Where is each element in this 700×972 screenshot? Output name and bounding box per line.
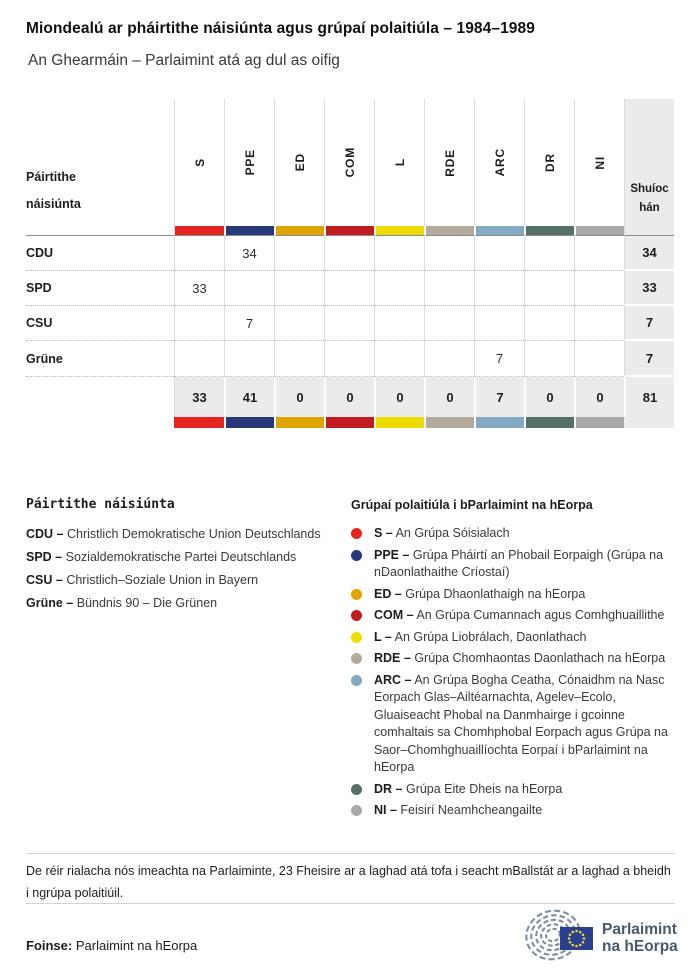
- seat-count-cell: [524, 236, 574, 271]
- group-name: An Grúpa Bogha Ceatha, Cónaidhm na Nasc Eorpach Glas–Ailtéarnachta, Agelev–Ecolo, Gluaiseacht Phobal na Danmhairge i gcoinne comhaltais sa Chomhphobal Eorpach agus Grúpa na Saor–Chomhghuaillíochta Eorpaí i bParlaimint na hEorpa: [374, 672, 668, 774]
- row-axis-header-line1: Páirtithe: [26, 170, 77, 184]
- page-title: Miondealú ar pháirtithe náisiúnta agus grúpaí polaitiúla – 1984–1989: [26, 20, 535, 37]
- group-color-bar: [174, 226, 224, 236]
- column-header-label: L: [392, 158, 407, 167]
- group-text: [374, 650, 665, 668]
- column-header-l: [374, 99, 424, 226]
- legend-item: [351, 650, 675, 668]
- group-text: [374, 672, 675, 777]
- group-color-dot: [351, 805, 362, 816]
- party-label: SPD: [26, 271, 174, 306]
- seat-count-cell: [324, 271, 374, 306]
- divider: [26, 903, 675, 904]
- group-name: Grúpa Dhaonlathaigh na hEorpa: [405, 586, 586, 601]
- seat-count-cell: [224, 341, 274, 377]
- column-header-ni: [574, 99, 624, 226]
- totals-row-spacer: [26, 377, 174, 417]
- group-color-bar: [174, 417, 224, 428]
- group-name: An Grúpa Liobrálach, Daonlathach: [394, 629, 587, 644]
- seat-count-cell: [374, 341, 424, 377]
- column-total-cell: 33: [174, 377, 224, 417]
- seat-count-cell: 33: [174, 271, 224, 306]
- color-bar-seats-spacer: [624, 226, 674, 236]
- column-header-label: DR: [542, 153, 557, 172]
- group-name: Grúpa Eite Dheis na hEorpa: [405, 781, 563, 796]
- seat-count-cell: [374, 271, 424, 306]
- seat-count-cell: [424, 236, 474, 271]
- seat-count-cell: [324, 306, 374, 341]
- source-value: Parlaimint na hEorpa: [75, 938, 198, 953]
- group-text: [374, 586, 585, 604]
- group-color-bar: [424, 226, 474, 236]
- group-color-bar: [574, 226, 624, 236]
- legend-item: [26, 550, 351, 564]
- color-bar-spacer: [26, 226, 174, 236]
- legend-item: [351, 672, 675, 777]
- eu-flag-icon: [560, 927, 593, 950]
- legend-item: [351, 586, 675, 604]
- group-color-bar: [424, 417, 474, 428]
- seat-count-cell: 7: [474, 341, 524, 377]
- seat-count-cell: [424, 271, 474, 306]
- logo-text-line1: Parlaimint: [602, 921, 677, 938]
- group-name: Grúpa Chomhaontas Daonlathach na hEorpa: [414, 651, 666, 665]
- group-color-bar: [374, 417, 424, 428]
- party-label: CSU: [26, 306, 174, 341]
- row-total-cell: 7: [624, 306, 674, 341]
- group-color-dot: [351, 632, 362, 643]
- group-text: [374, 525, 510, 543]
- color-bar-seats-spacer: [624, 417, 674, 428]
- party-code: Grüne –: [26, 596, 74, 610]
- legend-item: [351, 802, 675, 820]
- group-text: [374, 802, 542, 820]
- group-code: ED –: [374, 586, 402, 601]
- legend-section: [26, 497, 675, 824]
- group-color-dot: [351, 610, 362, 621]
- seat-count-cell: [374, 306, 424, 341]
- seat-count-cell: [574, 271, 624, 306]
- group-text: [374, 607, 664, 625]
- row-axis-header: [26, 99, 174, 226]
- column-header-label: S: [192, 158, 207, 167]
- row-total-cell: 33: [624, 271, 674, 306]
- european-parliament-logo: [523, 906, 678, 964]
- group-color-bar: [224, 226, 274, 236]
- column-header-arc: [474, 99, 524, 226]
- column-header-label: NI: [592, 155, 607, 170]
- political-groups-legend-title: Grúpaí polaitiúla i bParlaimint na hEorpa: [351, 498, 593, 512]
- seat-count-cell: [324, 236, 374, 271]
- page-subtitle: An Ghearmáin – Parlaimint atá ag dul as oifig: [28, 52, 340, 69]
- party-code: CDU –: [26, 527, 64, 541]
- group-color-bar: [274, 226, 324, 236]
- column-header-label: PPE: [242, 149, 257, 176]
- seats-table: [26, 99, 674, 428]
- group-color-bar: [374, 226, 424, 236]
- seat-count-cell: [274, 341, 324, 377]
- political-groups-legend: [351, 497, 675, 824]
- column-total-cell: 0: [574, 377, 624, 417]
- seat-count-cell: [174, 341, 224, 377]
- seat-count-cell: [174, 306, 224, 341]
- column-header-dr: [524, 99, 574, 226]
- seat-count-cell: 7: [224, 306, 274, 341]
- legend-item: [26, 596, 351, 610]
- party-name: Christlich–Soziale Union in Bayern: [66, 573, 259, 587]
- group-color-bar: [224, 417, 274, 428]
- legend-item: [26, 573, 351, 587]
- seat-count-cell: [574, 236, 624, 271]
- party-name: Sozialdemokratische Partei Deutschlands: [65, 550, 297, 564]
- group-color-dot: [351, 653, 362, 664]
- group-color-bar: [574, 417, 624, 428]
- group-color-dot: [351, 589, 362, 600]
- legend-item: [351, 781, 675, 799]
- group-color-dot: [351, 550, 362, 561]
- party-label: Grüne: [26, 341, 174, 377]
- group-code: NI –: [374, 803, 397, 817]
- seat-count-cell: [524, 271, 574, 306]
- seat-count-cell: [474, 306, 524, 341]
- row-total-cell: 34: [624, 236, 674, 271]
- legend-item: [351, 629, 675, 647]
- column-header-s: [174, 99, 224, 226]
- group-code: COM –: [374, 608, 414, 622]
- column-header-label: ED: [292, 153, 307, 172]
- group-color-dot: [351, 784, 362, 795]
- row-axis-header-line2: náisiúnta: [26, 197, 81, 211]
- seat-count-cell: [524, 306, 574, 341]
- column-header-label: ARC: [492, 148, 507, 177]
- logo-wordmark: [602, 921, 678, 955]
- seat-count-cell: [474, 271, 524, 306]
- column-header-ppe: [224, 99, 274, 226]
- group-color-dot: [351, 675, 362, 686]
- seat-count-cell: [424, 341, 474, 377]
- seat-count-cell: 34: [224, 236, 274, 271]
- seat-count-cell: [474, 236, 524, 271]
- party-code: SPD –: [26, 550, 63, 564]
- group-code: ARC –: [374, 672, 412, 687]
- group-name: Grúpa Pháirtí an Phobail Eorpaigh (Grúpa na nDaonlathaithe Críostaí): [374, 547, 664, 579]
- legend-item: [351, 547, 675, 582]
- divider: [26, 853, 675, 854]
- party-code: CSU –: [26, 573, 63, 587]
- seat-count-cell: [224, 271, 274, 306]
- row-total-cell: 7: [624, 341, 674, 377]
- group-text: [374, 781, 562, 799]
- seat-count-cell: [274, 236, 324, 271]
- national-parties-legend-title: Páirtithe náisiúnta: [26, 497, 175, 512]
- group-color-bar: [524, 417, 574, 428]
- party-name: Christlich Demokratische Union Deutschlands: [67, 527, 321, 541]
- seats-column-header: Shuíochán: [624, 99, 674, 226]
- column-total-cell: 0: [274, 377, 324, 417]
- column-total-cell: 0: [324, 377, 374, 417]
- seat-count-cell: [524, 341, 574, 377]
- group-name: An Grúpa Cumannach agus Comhghuaillithe: [416, 608, 665, 622]
- group-code: DR –: [374, 781, 403, 796]
- group-color-bar: [324, 417, 374, 428]
- column-total-cell: 7: [474, 377, 524, 417]
- seat-count-cell: [174, 236, 224, 271]
- seat-count-cell: [574, 306, 624, 341]
- source-line: [26, 938, 197, 953]
- group-color-dot: [351, 528, 362, 539]
- column-total-cell: 0: [374, 377, 424, 417]
- source-label: Foinse:: [26, 938, 73, 953]
- group-code: S –: [374, 526, 393, 540]
- seat-count-cell: [424, 306, 474, 341]
- procedural-note: De réir rialacha nós imeachta na Parlaiminte, 23 Fheisire ar a laghad atá tofa i seacht mBallstát ar a laghad a bheidh i ngrúpa polaitiúil.: [26, 864, 671, 900]
- seat-count-cell: [274, 271, 324, 306]
- group-text: [374, 547, 675, 582]
- group-color-bar: [524, 226, 574, 236]
- group-code: PPE –: [374, 547, 410, 562]
- group-text: [374, 629, 586, 647]
- column-total-cell: 41: [224, 377, 274, 417]
- group-color-bar: [474, 226, 524, 236]
- group-code: L –: [374, 629, 392, 644]
- group-name: An Grúpa Sóisialach: [395, 526, 510, 540]
- national-parties-legend: [26, 497, 351, 824]
- column-total-cell: 0: [424, 377, 474, 417]
- grand-total-cell: 81: [624, 377, 674, 417]
- group-code: RDE –: [374, 651, 411, 665]
- seat-count-cell: [274, 306, 324, 341]
- column-total-cell: 0: [524, 377, 574, 417]
- column-header-com: [324, 99, 374, 226]
- column-header-label: RDE: [442, 148, 457, 177]
- column-header-rde: [424, 99, 474, 226]
- column-header-ed: [274, 99, 324, 226]
- seat-count-cell: [374, 236, 424, 271]
- group-name: Feisirí Neamhcheangailte: [400, 803, 543, 817]
- group-color-bar: [474, 417, 524, 428]
- group-color-bar: [324, 226, 374, 236]
- seat-count-cell: [324, 341, 374, 377]
- logo-text-line2: na hEorpa: [602, 938, 678, 955]
- legend-item: [351, 607, 675, 625]
- group-color-bar: [274, 417, 324, 428]
- color-bar-spacer: [26, 417, 174, 428]
- party-label: CDU: [26, 236, 174, 271]
- column-header-label: COM: [342, 147, 357, 178]
- legend-item: [351, 525, 675, 543]
- seat-count-cell: [574, 341, 624, 377]
- party-name: Bündnis 90 – Die Grünen: [76, 596, 218, 610]
- legend-item: [26, 527, 351, 541]
